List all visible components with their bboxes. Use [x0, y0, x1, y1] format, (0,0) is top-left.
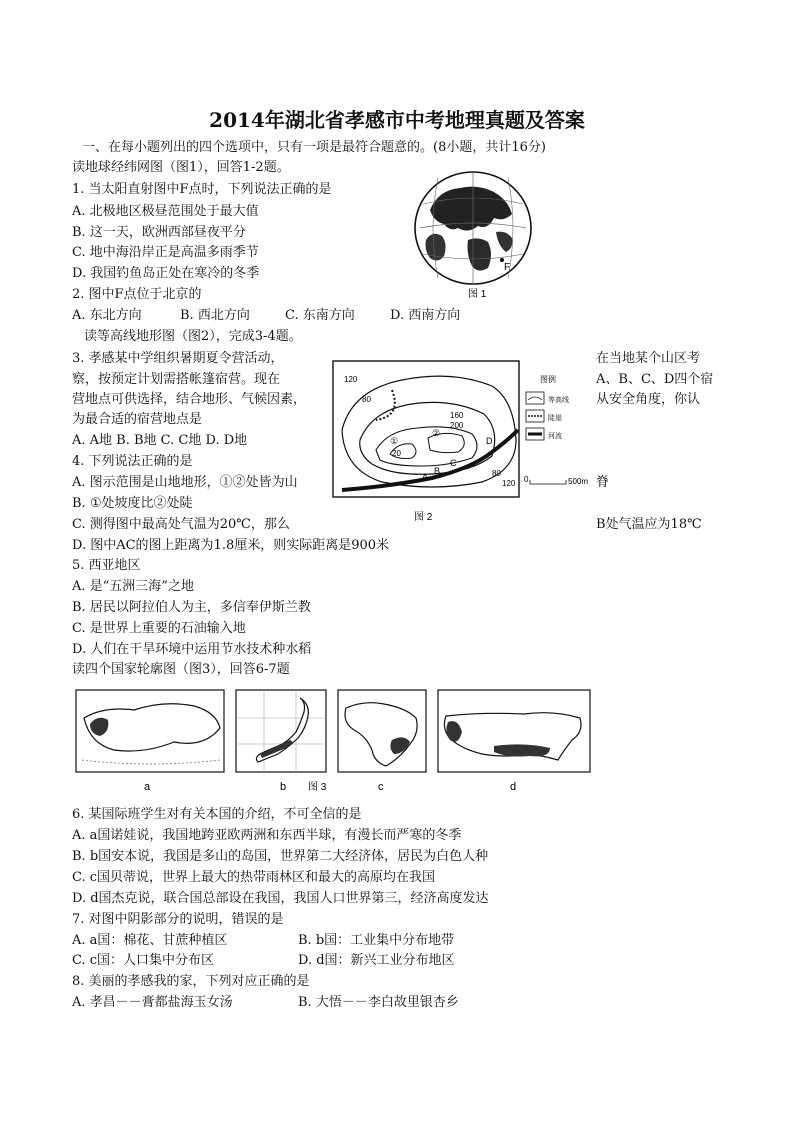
fig2-contour-160: 160	[450, 411, 464, 420]
fig2-point-2: ②	[432, 428, 441, 438]
q3-line-1a: 3. 孝感某中学组织暑期夏令营活动，	[72, 351, 284, 366]
fig2-contour-20: 20	[392, 449, 401, 458]
q6-option-d: D. d国杰克说，联合国总部设在我国，我国人口世界第三，经济高度发达	[72, 891, 489, 906]
fig1-caption: 图 1	[468, 289, 487, 300]
q1-option-d: D. 我国钓鱼岛正处在寒冷的冬季	[72, 266, 260, 281]
q1-option-c: C. 地中海沿岸正是高温多雨季节	[72, 245, 259, 260]
q3-options: A. A地 B. B地 C. C地 D. D地	[72, 433, 248, 448]
fig2-point-a: A	[422, 472, 429, 482]
intro-q6-7: 读四个国家轮廓图（图3），回答6-7题	[72, 662, 290, 677]
fig3-map-c	[338, 690, 426, 793]
q7-stem: 7. 对图中阴影部分的说明，错误的是	[72, 912, 284, 927]
q4-option-a-cont: 脊	[596, 475, 610, 490]
fig2-point-b: B	[434, 466, 441, 476]
fig2-point-c: C	[450, 458, 457, 468]
fig2-scale-start: 0	[524, 475, 529, 484]
q3-line-3a: 营地点可供选择，结合地形、气候因素，	[72, 392, 307, 407]
q2-option-a: A. 东北方向	[72, 308, 142, 323]
q5-option-a: A. 是“五洲三海”之地	[72, 579, 194, 594]
fig2-legend-river: 河流	[548, 433, 562, 440]
q4-option-c: C. 测得图中最高处气温为20℃，那么	[72, 517, 290, 532]
fig2-contour-80-right: 80	[492, 469, 501, 478]
intro-q1-2: 读地球经纬网图（图1），回答1-2题。	[72, 160, 290, 175]
figure-3-countries	[74, 688, 726, 796]
q8-option-a: A. 孝昌－－膏都盐海玉女汤	[72, 995, 233, 1010]
q8-option-b: B. 大悟－－李白故里银杏乡	[298, 995, 459, 1010]
q4-stem: 4. 下列说法正确的是	[72, 454, 193, 469]
fig2-legend-cliff: 陡崖	[548, 415, 562, 422]
fig3-caption: 图 3	[308, 782, 327, 793]
q8-stem: 8. 美丽的孝感我的家，下列对应正确的是	[72, 974, 310, 989]
q2-stem: 2. 图中F点位于北京的	[72, 287, 202, 302]
q3-line-4: 为最合适的宿营地点是	[72, 412, 203, 427]
q3-line-2a: 察，按预定计划需搭帐篷宿营。现在	[72, 372, 281, 387]
q5-option-b: B. 居民以阿拉伯人为主，多信奉伊斯兰教	[72, 600, 311, 615]
fig2-contour-120: 120	[344, 375, 358, 384]
fig3-label-d: d	[510, 781, 517, 793]
figure-1-globe	[408, 170, 538, 300]
q5-stem: 5. 西亚地区	[72, 558, 141, 573]
q3-line-3b: 从安全角度，你认	[596, 392, 701, 407]
q1-option-b: B. 这一天，欧洲西部昼夜平分	[72, 225, 246, 240]
fig2-contour-120-right: 120	[502, 479, 516, 488]
fig3-label-b: b	[280, 781, 287, 793]
q4-option-b: B. ①处坡度比②处陡	[72, 496, 193, 511]
fig2-legend-contour: 等高线	[548, 397, 569, 404]
fig3-map-a	[76, 690, 224, 793]
q7-option-b: B. b国：工业集中分布地带	[298, 933, 455, 948]
fig2-caption: 图 2	[414, 512, 433, 523]
q1-option-a: A. 北极地区极昼范围处于最大值	[72, 204, 259, 219]
page-title: 2014年湖北省孝感市中考地理真题及答案	[209, 108, 585, 132]
fig2-contour-80: 80	[362, 395, 371, 404]
q4-option-a: A. 图示范围是山地地形，①②处皆为山	[72, 475, 298, 490]
q2-option-b: B. 西北方向	[180, 308, 250, 323]
figure-2-contour-map	[332, 360, 594, 530]
fig3-map-b	[236, 690, 326, 793]
q7-option-d: D. d国：新兴工业分布地区	[298, 953, 455, 968]
q6-option-a: A. a国诺娃说，我国地跨亚欧两洲和东西半球，有漫长而严寒的冬季	[72, 828, 462, 843]
q7-option-c: C. c国：人口集中分布区	[72, 953, 215, 968]
q1-stem: 1. 当太阳直射图中F点时，下列说法正确的是	[72, 182, 332, 197]
section-heading: 一、在每小题列出的四个选项中，只有一项是最符合题意的。(8小题，共计16分)	[82, 140, 546, 155]
q6-option-c: C. c国贝蒂说，世界上最大的热带雨林区和最大的高原均在我国	[72, 870, 436, 885]
q7-option-a: A. a国：棉花、甘蔗种植区	[72, 933, 228, 948]
q5-option-c: C. 是世界上重要的石油输入地	[72, 621, 246, 636]
intro-q3-4: 读等高线地形图（图2），完成3-4题。	[84, 329, 302, 344]
q6-option-b: B. b国安本说，我国是多山的岛国，世界第二大经济体，居民为白色人种	[72, 849, 489, 864]
fig2-point-d: D	[486, 436, 493, 446]
q3-line-1b: 在当地某个山区考	[596, 351, 701, 366]
fig2-point-1: ①	[390, 436, 399, 446]
q6-stem: 6. 某国际班学生对有关本国的介绍，不可全信的是	[72, 807, 362, 822]
fig2-legend-title: 图例	[540, 375, 556, 384]
q3-line-2b: A、B、C、D四个宿	[596, 372, 714, 387]
q2-option-c: C. 东南方向	[285, 308, 355, 323]
q4-option-c-cont: B处气温应为18℃	[596, 517, 702, 532]
fig3-label-a: a	[144, 781, 151, 793]
fig3-map-d	[438, 690, 590, 793]
q4-option-d: D. 图中AC的图上距离为1.8厘米，则实际距离是900米	[72, 538, 390, 553]
q2-option-d: D. 西南方向	[390, 308, 461, 323]
fig2-contour-200: 200	[450, 421, 464, 430]
fig2-scale-end: 500m	[568, 477, 589, 486]
fig3-label-c: c	[378, 781, 384, 793]
q5-option-d: D. 人们在干旱环境中运用节水技术种水稻	[72, 642, 312, 657]
fig1-point-f: F	[504, 262, 511, 273]
